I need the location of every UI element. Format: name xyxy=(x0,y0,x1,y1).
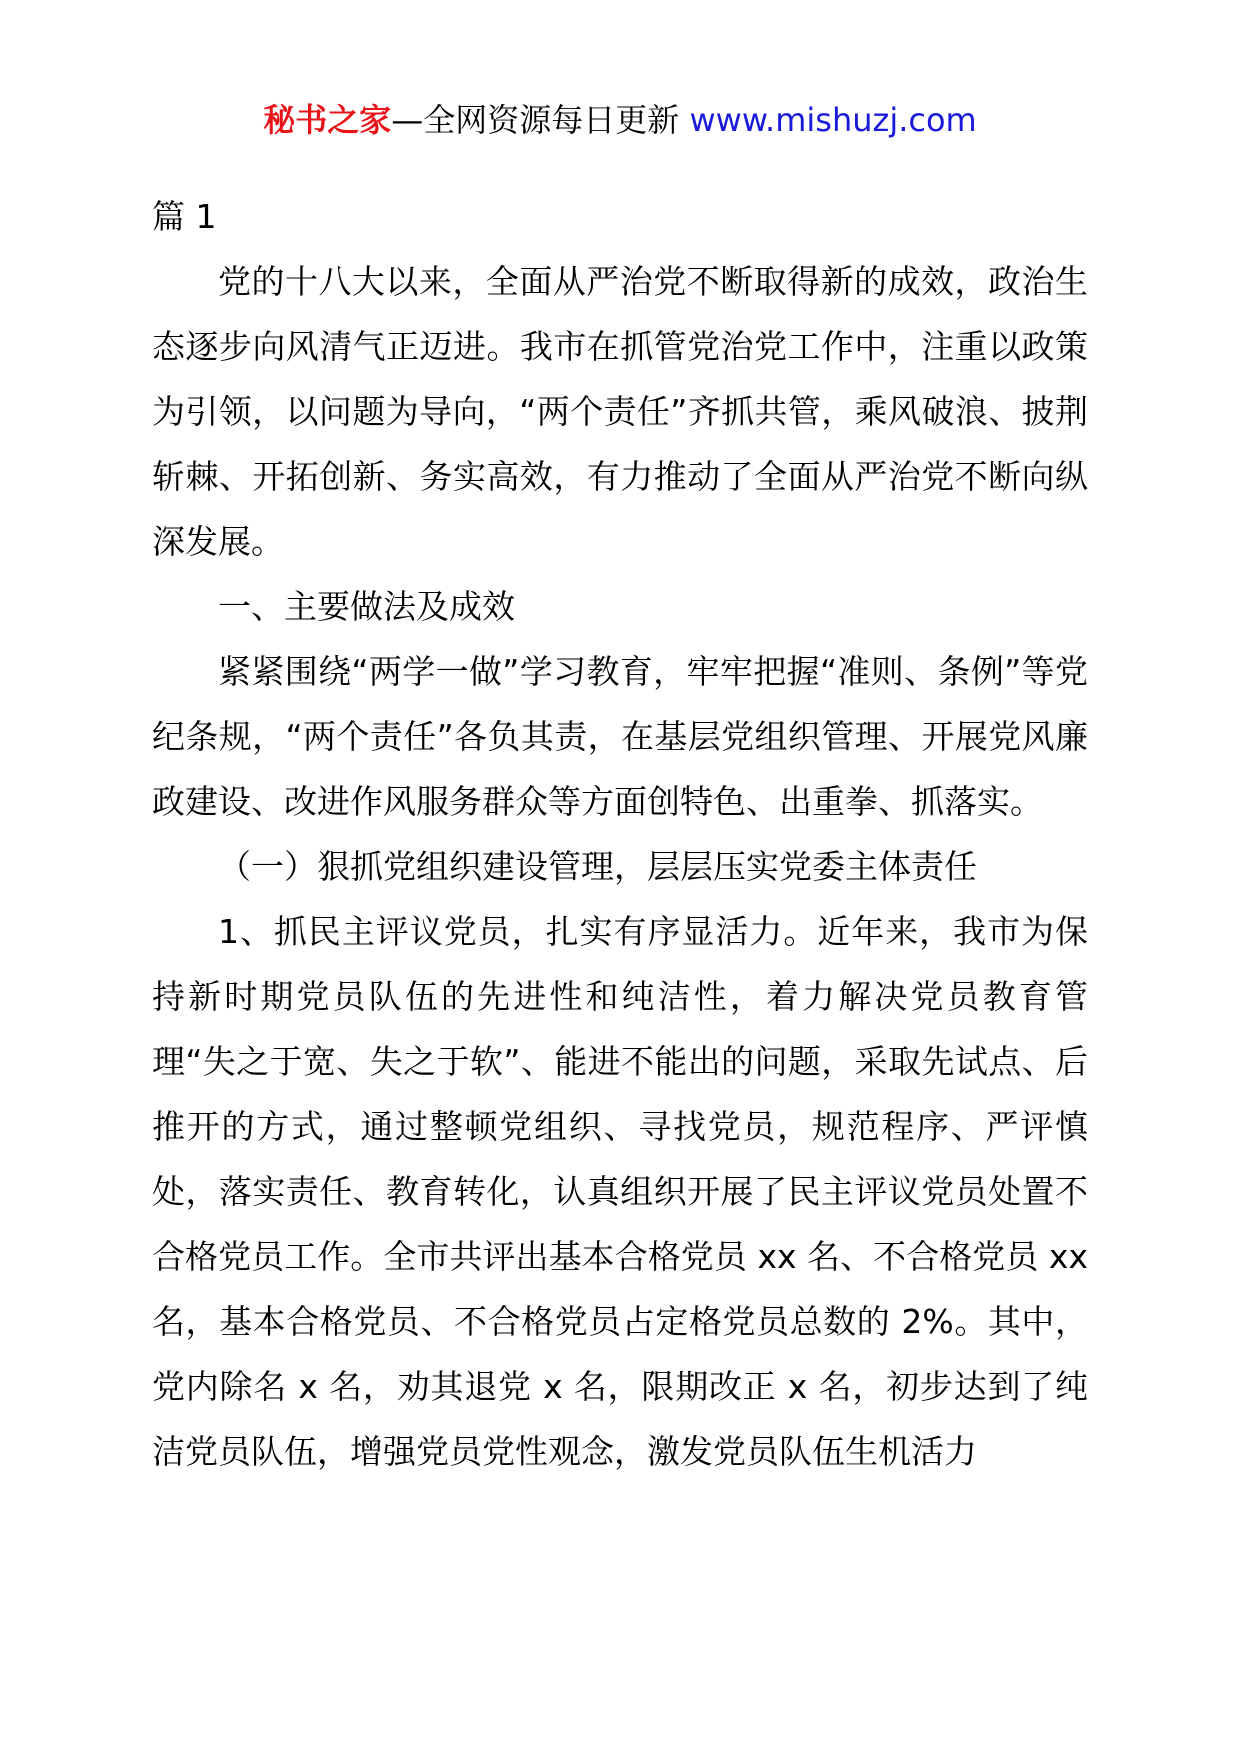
website-link[interactable]: www.mishuzj.com xyxy=(689,101,977,139)
document-body xyxy=(152,184,1088,1484)
brand-name: 秘书之家 xyxy=(263,101,392,139)
paragraph-intro: 党的十八大以来，全面从严治党不断取得新的成效，政治生态逐步向风清气正迈进。我市在抓管党治党工作中，注重以政策为引领，以问题为导向，“两个责任”齐抓共管，乘风破浪、披荆斩棘、开拓创新、务实高效，有力推动了全面从严治党不断向纵深发展。 xyxy=(152,262,1088,561)
paragraph-democratic-evaluation: 1、抓民主评议党员，扎实有序显活力。近年来，我市为保持新时期党员队伍的先进性和纯洁性，着力解决党员教育管理“失之于宽、失之于软”、能进不能出的问题，采取先试点、后推开的方式，通过整顿党组织、寻找党员，规范程序、严评慎处，落实责任、教育转化，认真组织开展了民主评议党员处置不合格党员工作。全市共评出基本合格党员 xx 名、不合格党员 xx 名，基本合格党员、不合格党员占定格党员总数的 2%。其中，党内除名 x 名，劝其退党 x 名，限期改正 x 名，初步达到了纯洁党员队伍，增强党员党性观念，激发党员队伍生机活力 xyxy=(152,912,1088,1471)
subheading-party-organization: （一）狠抓党组织建设管理，层层压实党委主体责任 xyxy=(218,847,977,886)
paragraph-overview: 紧紧围绕“两学一做”学习教育，牢牢把握“准则、条例”等党纪条规，“两个责任”各负其责，在基层党组织管理、开展党风廉政建设、改进作风服务群众等方面创特色、出重拳、抓落实。 xyxy=(152,652,1088,821)
header-tagline: —全网资源每日更新 xyxy=(391,101,680,139)
heading-main-practices: 一、主要做法及成效 xyxy=(218,587,515,626)
page-header xyxy=(0,98,1240,142)
section-label: 篇 1 xyxy=(152,197,217,236)
